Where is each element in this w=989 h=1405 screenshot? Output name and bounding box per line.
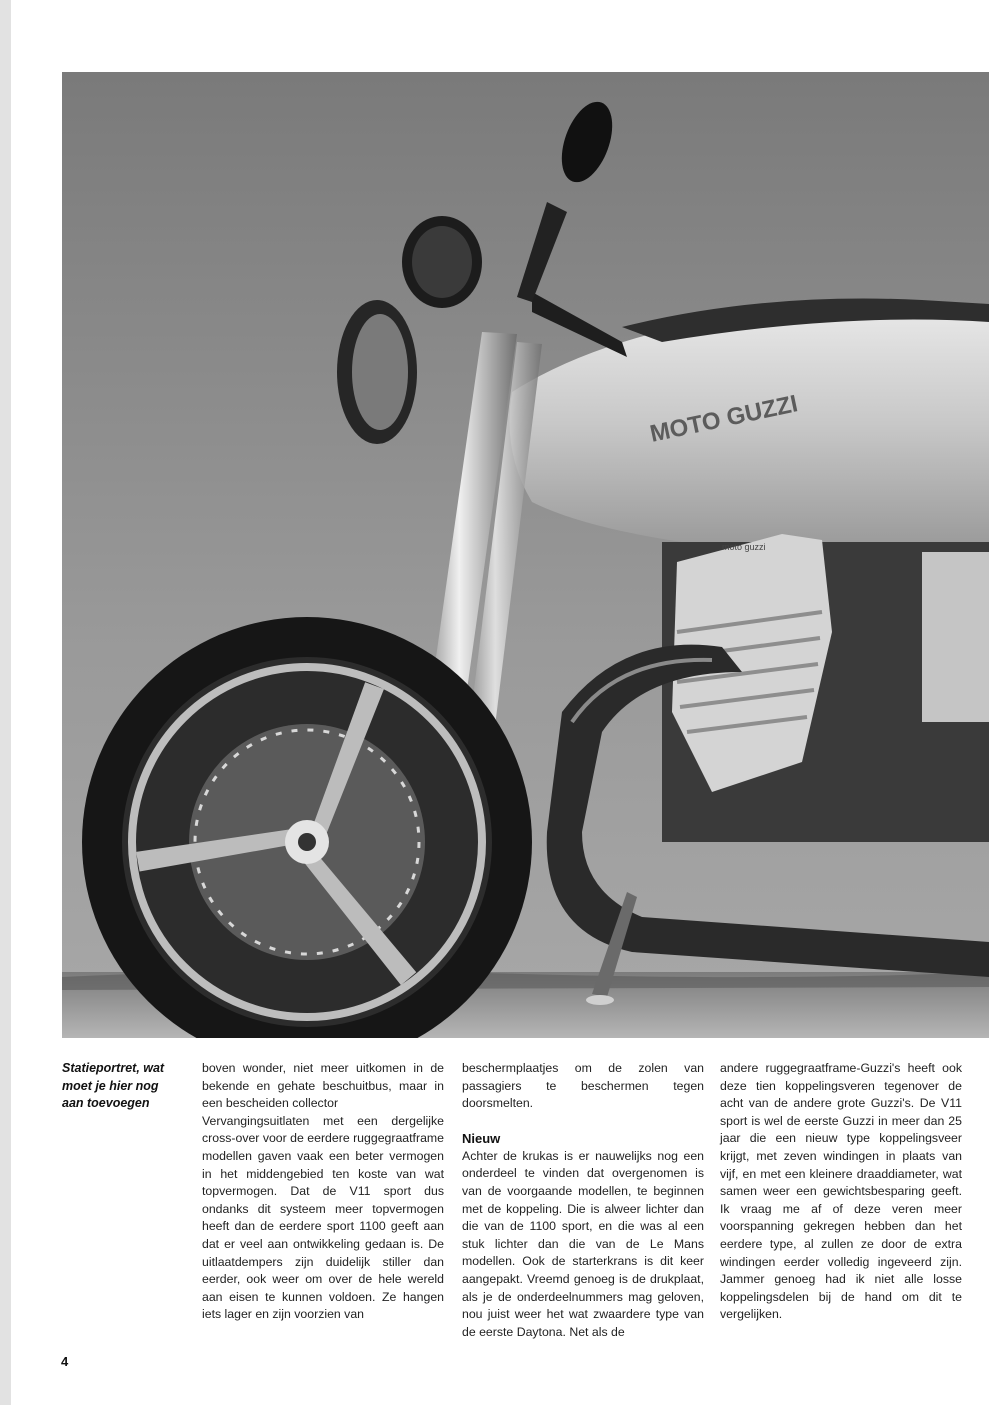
article-column-3 (720, 1060, 962, 1324)
paragraph: boven wonder, niet meer uitkomen in de bekende en gehate beschuitbus, maar in een bescheiden collector (202, 1061, 444, 1111)
paragraph: andere ruggegraatframe-Guzzi's heeft ook deze tien koppelingsveren tegenover de acht van de andere grote Guzzi's. De V11 sport is wel de eerste Guzzi in meer dan 25 jaar die een nieuw type koppelingsveer krijgt, met zeven windingen in plaats van vijf, en met een kleinere draaddiameter, wat samen weer een gewichtsbesparing geeft. Ik vraag me af of deze veren meer voorspanning gekregen hebben dan het eerdere type, al zullen ze door de extra windingen eerder volledig ingeveerd zijn. Jammer genoeg had ik niet alle losse koppelingsdelen bij de hand om dit te vergelijken. (720, 1061, 962, 1322)
paragraph: Vervangingsuitlaten met een dergelijke cross-over voor de eerdere ruggegraatframe modellen gaven vaak een beter vermogen in het middengebied ten koste van wat topvermogen. Dat de V11 sport dus ondanks dit systeem meer topvermogen heeft dan de eerdere sport 1100 geeft aan dat er veel aan ontwikkeling gedaan is. De uitlaatdempers zijn duidelijk stiller dan eerder, ook weer om over de hele wereld aan eisen te kunnen voldoen. Ze hangen iets lager en zijn voorzien van (202, 1113, 444, 1322)
article-column-1 (202, 1060, 444, 1324)
motorcycle-photo (62, 72, 989, 1038)
paragraph: beschermplaatjes om de zolen van passagiers te beschermen tegen doorsmelten. (462, 1061, 704, 1111)
photo-caption: Statieportret, wat moet je hier nog aan toevoegen (62, 1061, 165, 1110)
section-heading: Nieuw (462, 1130, 501, 1146)
page-edge-strip (0, 0, 11, 1405)
page-number: 4 (61, 1354, 69, 1369)
tank-logo: MOTO GUZZI (647, 390, 801, 448)
paragraph: Achter de krukas is er nauwelijks nog een onderdeel te vinden dat overgenomen is van de voorgaande modellen, te beginnen met de koppeling. Die is alweer lichter dan die van de 1100 sport, en die was al een stuk lichter dan die van de Le Mans modellen. Ook de starterkrans is dit keer aangepakt. Vreemd genoeg is de drukplaat, als je de onderdeelnummers mag geloven, nou juist weer het wat zwaardere type van de eerste Daytona. Net als de (462, 1148, 704, 1339)
article-column-2 (462, 1060, 704, 1341)
engine-logo: moto guzzi (722, 542, 766, 552)
